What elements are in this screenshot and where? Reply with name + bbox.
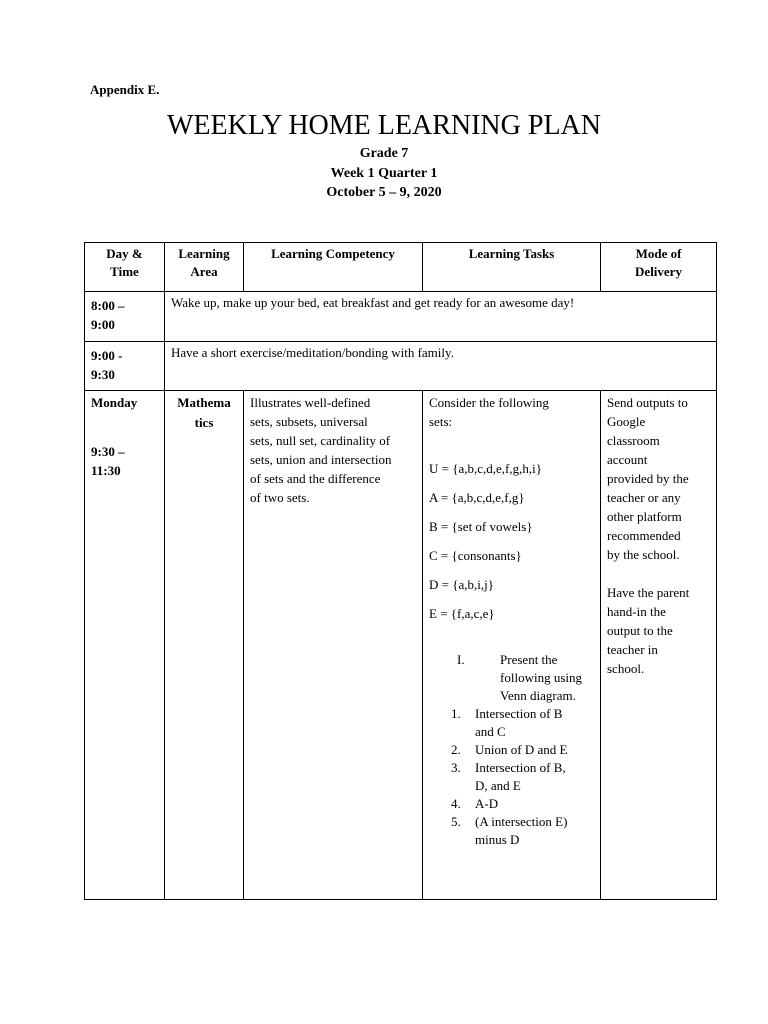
activity-cell: Wake up, make up your bed, eat breakfast and get ready for an awesome day!: [165, 292, 717, 342]
list-item: 2. Union of D and E: [451, 742, 568, 757]
list-item: 1. Intersection of B and C: [451, 706, 563, 739]
table-row: [85, 292, 717, 342]
list-item: 4. A-D: [451, 796, 499, 811]
grade-label: Grade 7: [359, 146, 409, 161]
competency-cell: Illustrates well-defined sets, subsets, universal sets, null set, cardinality of sets, union and intersection of sets and the difference of two sets.: [244, 391, 423, 900]
header-learning-tasks: Learning Tasks: [423, 243, 601, 292]
day-label: Monday: [91, 395, 138, 410]
time-label-end: 11:30: [91, 463, 121, 478]
list-item: 5. (A intersection E) minus D: [451, 814, 568, 847]
table-row: [85, 391, 717, 900]
set-list: [429, 459, 596, 623]
header-learning-area: Learning Area: [165, 243, 244, 292]
activity-cell: Have a short exercise/meditation/bonding with family.: [165, 342, 717, 391]
tasks-intro: Consider the following: [429, 395, 549, 410]
learning-area-cell: Mathema tics: [165, 391, 244, 900]
time-label: 9:30 –: [91, 444, 125, 459]
mode-of-delivery-cell: Send outputs to Google classroom account provided by the teacher or any other platform recommended by the school. Have the parent hand-in the output to the teacher in school.: [601, 391, 717, 900]
header-day-time: Day & Time: [85, 243, 165, 292]
table-row: [85, 342, 717, 391]
set-item: E = {f,a,c,e}: [429, 606, 495, 621]
header-learning-competency: Learning Competency: [244, 243, 423, 292]
day-time-cell: [85, 391, 165, 900]
set-item: A = {a,b,c,d,e,f,g}: [429, 490, 525, 505]
task-list: [429, 705, 596, 849]
learning-plan-table: [84, 242, 717, 900]
set-item: D = {a,b,i,j}: [429, 577, 494, 592]
set-item: C = {consonants}: [429, 548, 522, 563]
list-item: 3. Intersection of B, D, and E: [451, 760, 566, 793]
tasks-cell: Consider the following sets: U = {a,b,c,d,e,f,g,h,i} A = {a,b,c,d,e,f,g} B = {set of vowels} C = {consonants} D = {a,b,i,j} E = {f,a,c,e} I. Present the following using Venn diagram. 1. Intersection of B and C 2. Union of D and E 3. Intersection of B, D, and E 4. A-D 5. (A intersection E) minus D: [423, 391, 601, 900]
appendix-label: Appendix E.: [90, 82, 160, 97]
header-mode-of-delivery: Mode of Delivery: [601, 243, 717, 292]
week-label: Week 1 Quarter 1: [330, 166, 438, 181]
time-cell: 8:00 – 9:00: [85, 292, 165, 342]
page-title: WEEKLY HOME LEARNING PLAN: [167, 110, 601, 141]
date-range: October 5 – 9, 2020: [326, 185, 442, 200]
time-cell: 9:00 - 9:30: [85, 342, 165, 391]
set-item: U = {a,b,c,d,e,f,g,h,i}: [429, 461, 542, 476]
set-item: B = {set of vowels}: [429, 519, 533, 534]
instruction-heading: I. Present the following using Venn diagram.: [457, 652, 583, 703]
table-header-row: [85, 243, 717, 292]
